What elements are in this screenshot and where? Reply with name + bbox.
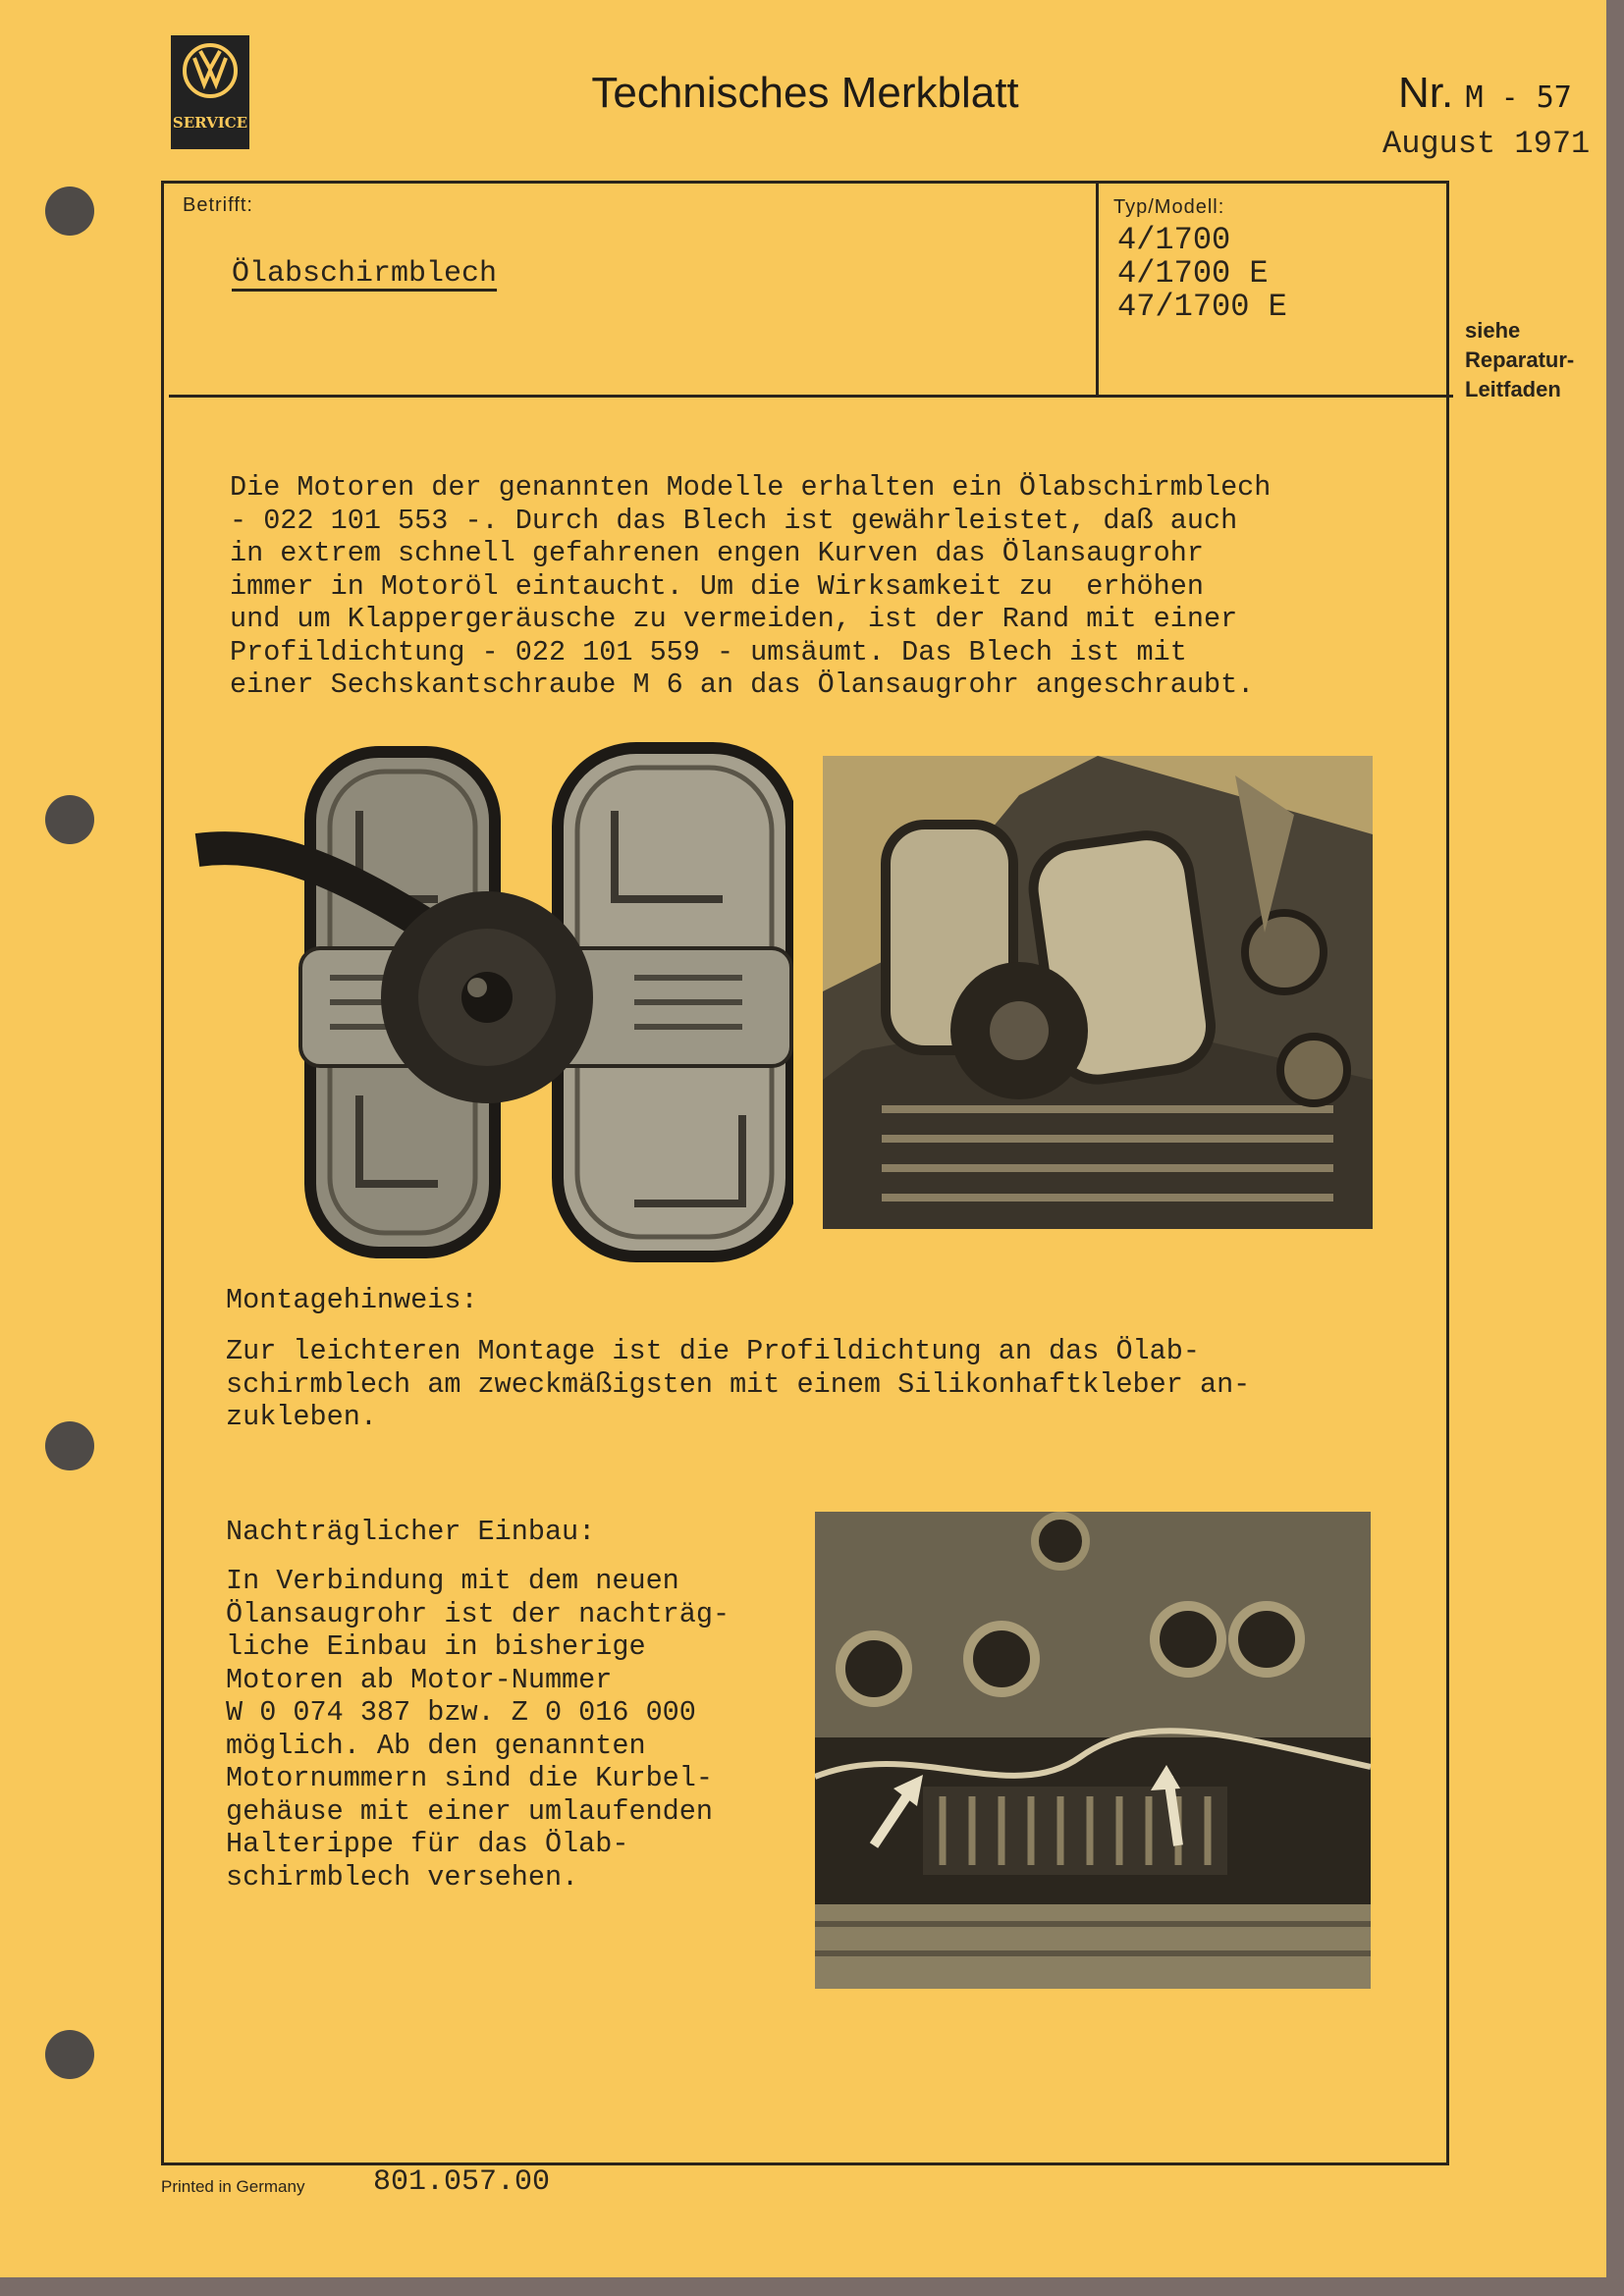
form-number: 801.057.00 — [373, 2165, 551, 2199]
montage-heading: Montagehinweis: — [226, 1284, 478, 1316]
montage-paragraph: Zur leichteren Montage ist die Profildichtung an das Ölab- schirmblech am zweckmäßigsten mit einem Silikonhaftkleber an- zukleben. — [226, 1335, 1251, 1433]
model-item: 4/1700 E — [1117, 255, 1269, 292]
vw-emblem-icon — [181, 41, 240, 100]
crankcase-installed-photo — [823, 756, 1373, 1229]
side-note — [1465, 316, 1574, 404]
model-label: Typ/Modell: — [1113, 196, 1225, 218]
box-divider — [169, 395, 1453, 398]
side-note-line: Reparatur- — [1465, 347, 1575, 372]
number-value: M - 57 — [1465, 80, 1572, 115]
subject-value: Ölabschirmblech — [232, 257, 498, 291]
document-date: August 1971 — [1382, 126, 1591, 162]
logo-service-text: SERVICE — [172, 114, 248, 132]
punch-hole — [45, 2030, 94, 2079]
box-divider — [1096, 183, 1099, 397]
model-list — [1117, 224, 1287, 324]
document-number — [1398, 69, 1572, 118]
model-item: 4/1700 — [1117, 222, 1231, 258]
crankcase-rib-photo — [815, 1512, 1371, 1989]
model-item: 47/1700 E — [1117, 289, 1287, 325]
number-label: Nr. — [1398, 69, 1454, 117]
intro-paragraph: Die Motoren der genannten Modelle erhalten ein Ölabschirmblech - 022 101 553 -. Durch das Blech ist gewährleistet, daß auch in extrem schnell gefahrenen engen Kurven das Ölansaugrohr immer in Motoröl eintaucht. Um die Wirksamkeit zu erhöhen und um Klappergeräusche zu vermeiden, ist der Rand mit einer Profildichtung - 022 101 559 - umsäumt. Das Blech ist mit einer Sechskantschraube M 6 an das Ölansaugrohr angeschraubt. — [230, 471, 1272, 701]
punch-hole — [45, 1421, 94, 1470]
oil-shield-photo — [192, 742, 793, 1262]
side-note-line: Leitfaden — [1465, 377, 1561, 401]
vw-service-logo — [171, 35, 249, 149]
subject-label: Betrifft: — [183, 194, 253, 216]
einbau-heading: Nachträglicher Einbau: — [226, 1516, 596, 1548]
document-title: Technisches Merkblatt — [591, 69, 1019, 117]
punch-hole — [45, 795, 94, 844]
printed-in-label: Printed in Germany — [161, 2177, 305, 2196]
side-note-line: siehe — [1465, 318, 1521, 343]
punch-hole — [45, 187, 94, 236]
einbau-paragraph: In Verbindung mit dem neuen Ölansaugrohr ist der nachträg- liche Einbau in bisherige Motoren ab Motor-Nummer W 0 074 387 bzw. Z 0 016 000 möglich. Ab den genannten Motornummern sind die Kurbel- gehäuse mit einer umlaufenden Halterippe für das Ölab- schirmblech versehen. — [226, 1565, 731, 1894]
